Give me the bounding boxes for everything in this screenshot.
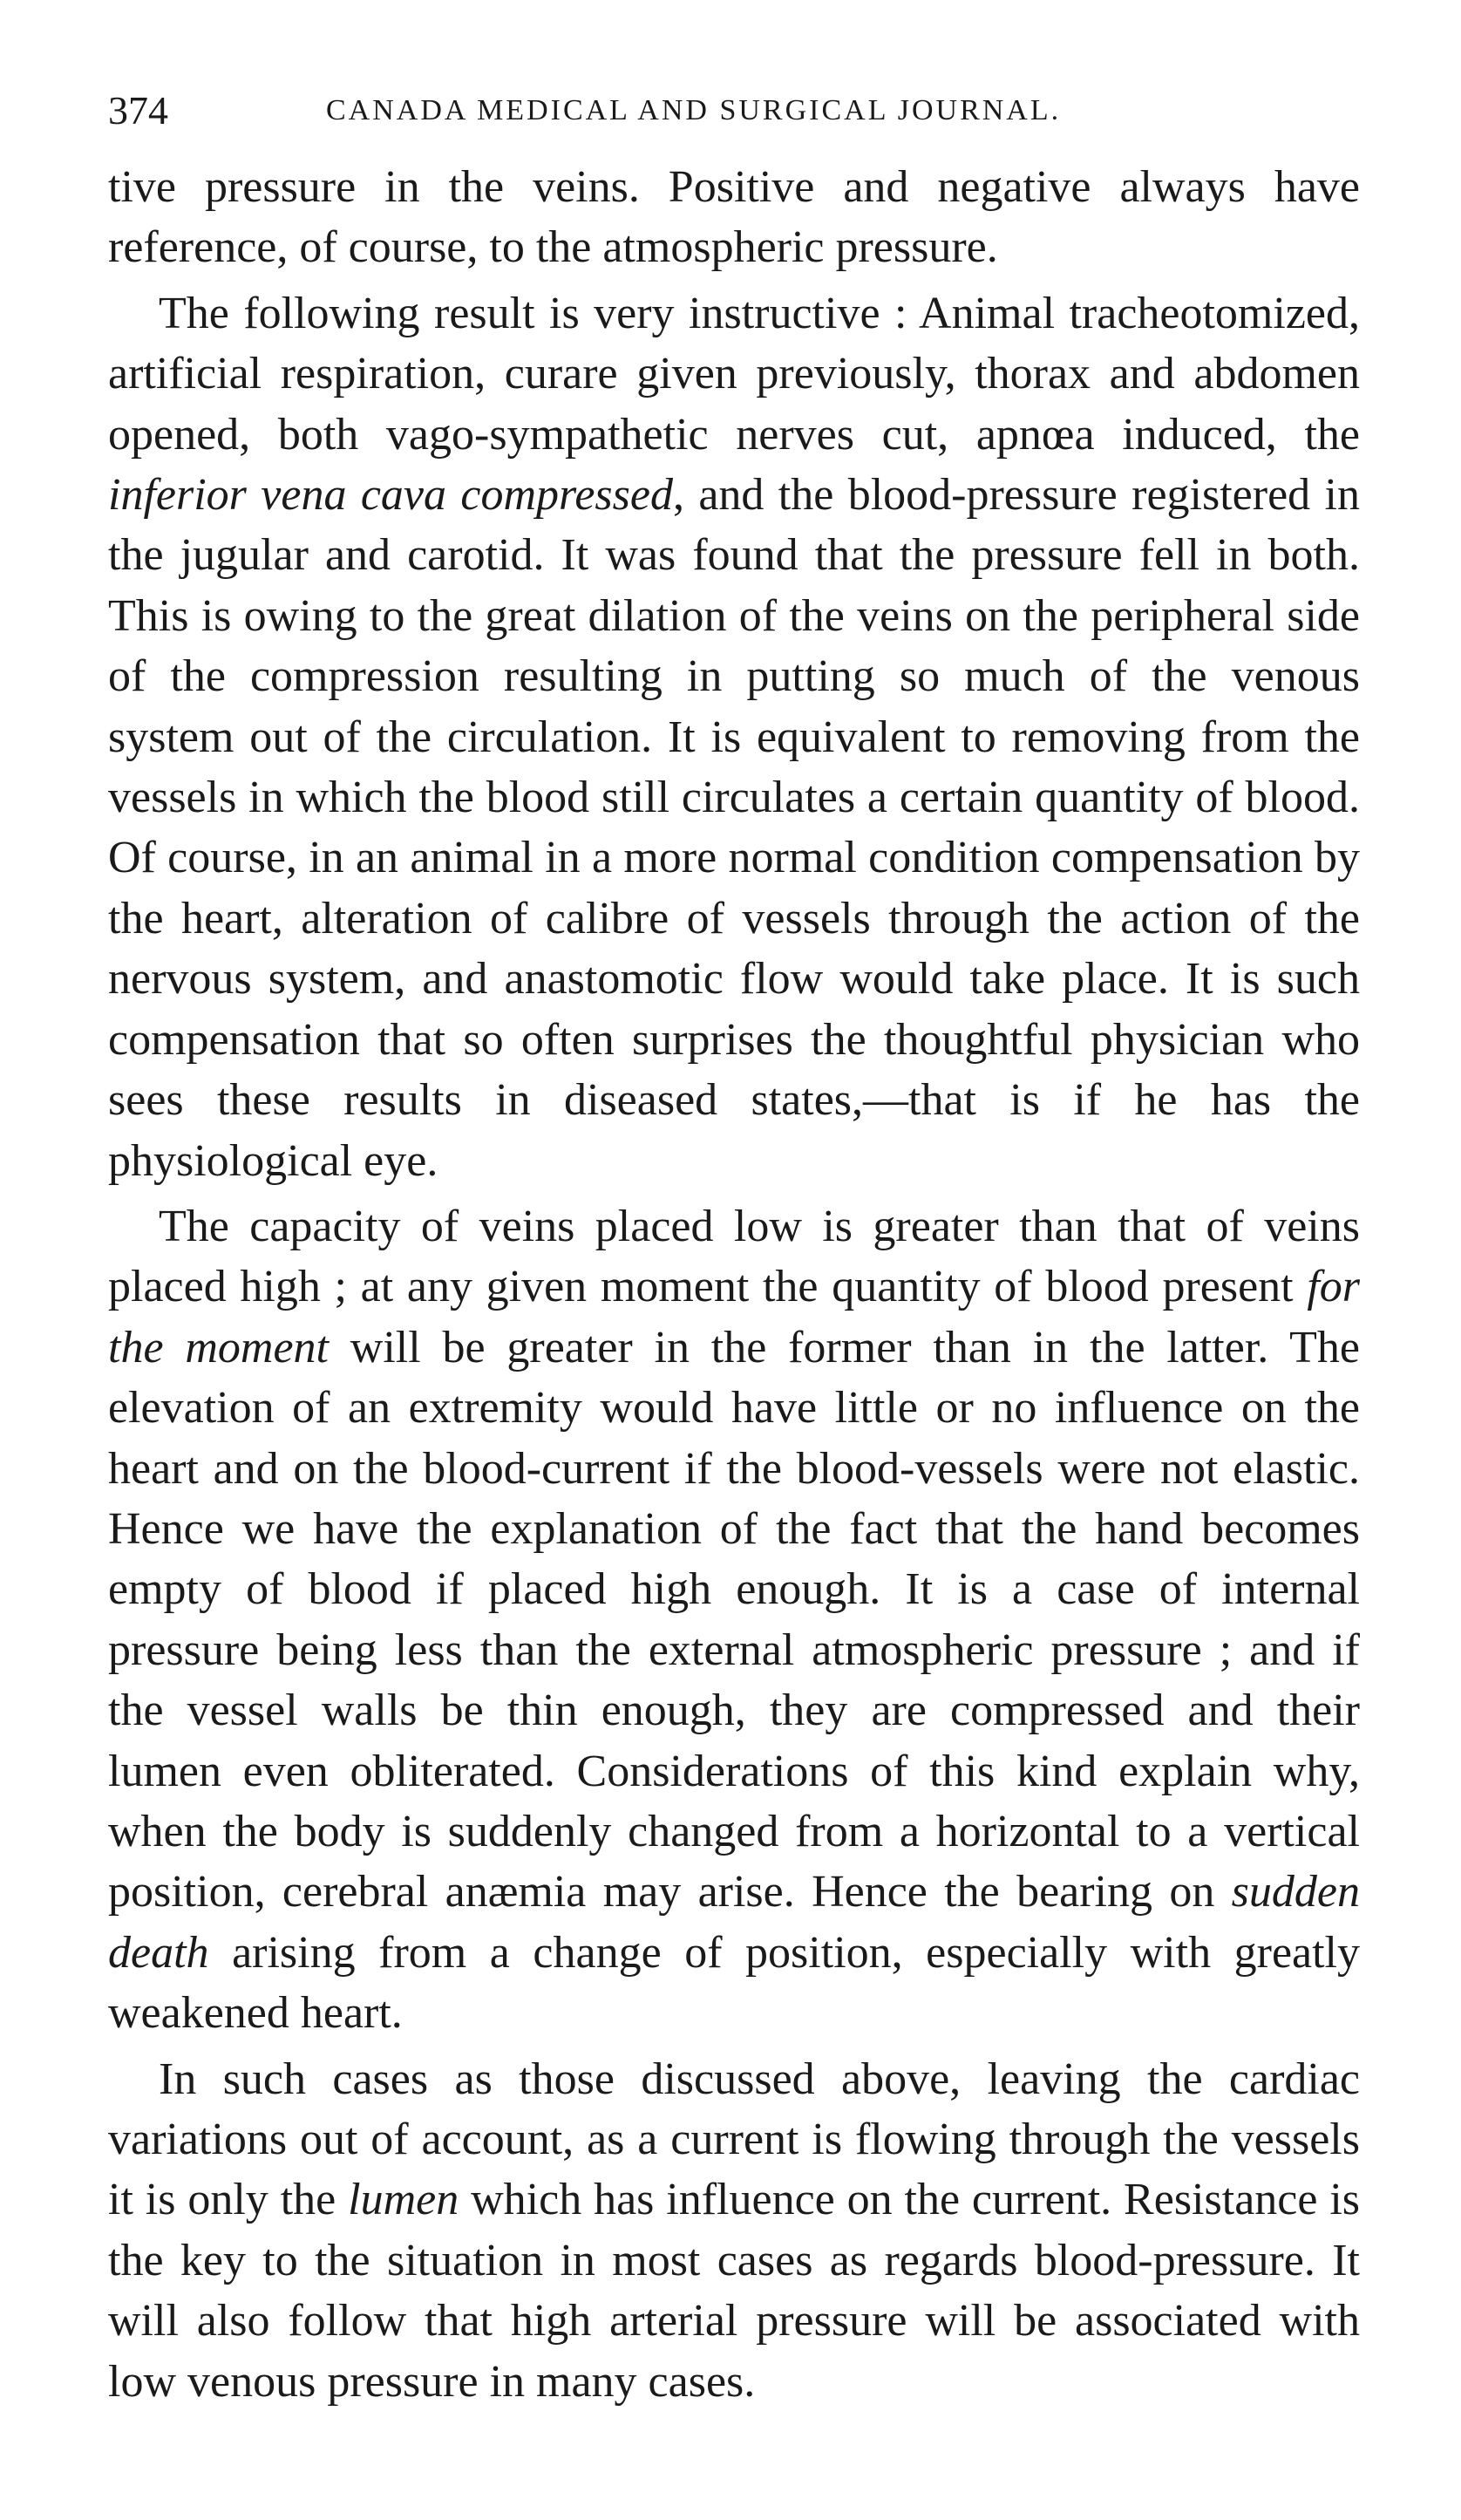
- journal-page: [108, 78, 1360, 2412]
- italic-text: inferior vena cava compressed: [108, 470, 673, 521]
- italic-text: sudden death: [108, 1867, 1360, 1978]
- paragraph-2: [108, 283, 1360, 1191]
- paragraph-4: [108, 2049, 1360, 2412]
- paragraph-3: [108, 1196, 1360, 2044]
- text-run: In such cases as those discussed above, leaving the cardiac variations out of account, as a current is flowing through the vessels it is only the: [108, 2053, 1360, 2225]
- body-text: [108, 157, 1360, 2412]
- text-run: arising from a change of position, especially with greatly weakened heart.: [108, 1927, 1360, 2039]
- running-head: [108, 78, 1360, 157]
- italic-text: lumen: [348, 2175, 459, 2225]
- text-run: The capacity of veins placed low is greater than that of veins placed high ; at any given moment the quantity of blood present: [108, 1201, 1360, 1312]
- paragraph-1: [108, 157, 1360, 278]
- text-run: The following result is very instructive : Animal tracheotomized, artificial respiration, curare given previously, thorax and abdomen opened, both vago-sympathetic nerves cut, apnœa induced, the: [108, 288, 1360, 460]
- text-run: , and the blood-pressure registered in the jugular and carotid. It was found that the pressure fell in both. This is owing to the great dilation of the veins on the peripheral side of the compression resulting in putting so much of the venous system out of the circulation. It is equivalent to removing from the vessels in which the blood still circulates a certain quantity of blood. Of course, in an animal in a more normal condition compensation by the heart, alteration of calibre of vessels through the action of the nervous system, and anastomotic flow would take place. It is such compensation that so often surprises the thoughtful physician who sees these results in diseased states,—that is if he has the physiological eye.: [108, 470, 1360, 1186]
- text-run: tive pressure in the veins. Positive and negative always have reference, of course, to the atmospheric pressure.: [108, 162, 1360, 273]
- journal-title: CANADA MEDICAL AND SURGICAL JOURNAL.: [326, 94, 1062, 126]
- italic-text: for the moment: [108, 1262, 1360, 1372]
- text-run: which has influence on the current. Resistance is the key to the situation in most cases as regards blood-pressure. It will also follow that high arterial pressure will be associated with low venous pressure in many cases.: [108, 2175, 1361, 2407]
- page-number: 374: [108, 88, 168, 133]
- text-run: will be greater in the former than in the latter. The elevation of an extremity would have little or no influence on the heart and on the blood-current if the blood-vessels were not elastic. Hence we have the explanation of the fact that the hand becomes empty of blood if placed high enough. It is a case of internal pressure being less than the external atmospheric pressure ; and if the vessel walls be thin enough, they are compressed and their lumen even obliterated. Considerations of this kind explain why, when the body is suddenly changed from a horizontal to a vertical position, cerebral anæmia may arise. Hence the bearing on: [108, 1322, 1360, 1917]
